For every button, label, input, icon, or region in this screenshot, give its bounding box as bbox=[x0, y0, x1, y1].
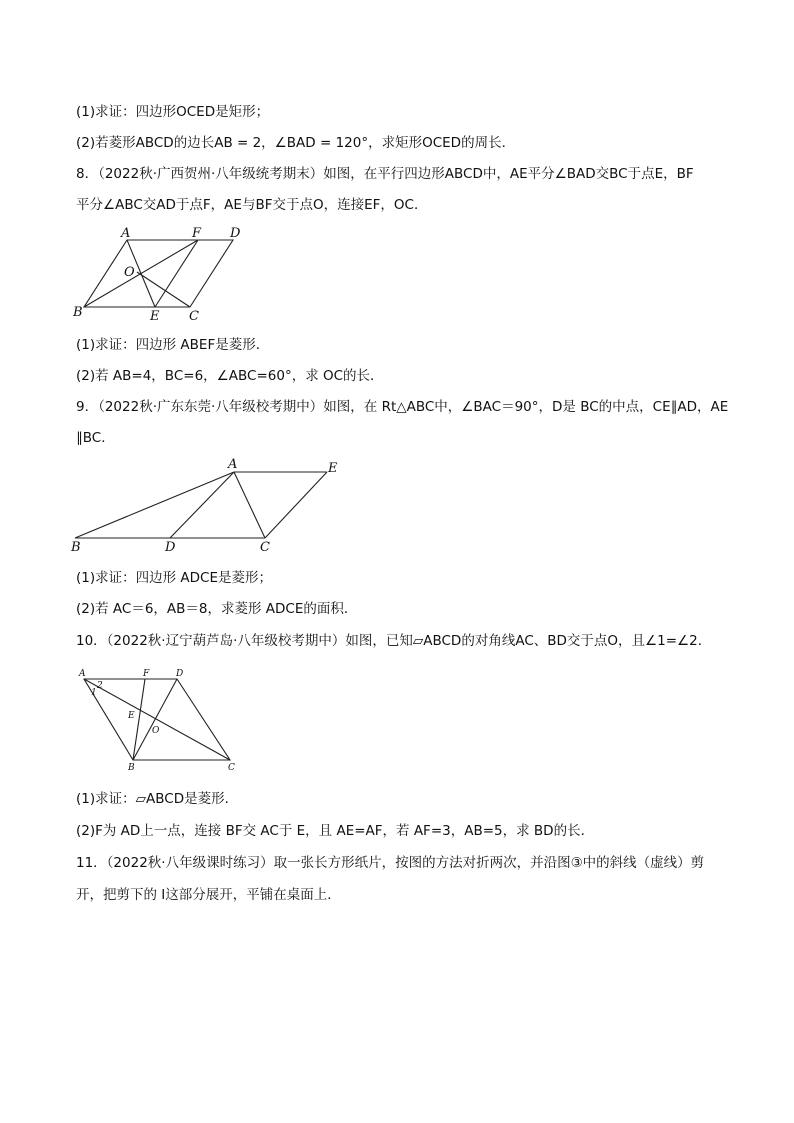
q10-label-d: D bbox=[176, 669, 184, 679]
q8-label-d: D bbox=[230, 226, 241, 241]
q8-label-b: B bbox=[73, 305, 83, 320]
q7-part1: (1)求证：四边形OCED是矩形； bbox=[76, 104, 270, 120]
q10-label-o: O bbox=[152, 726, 160, 736]
q9-part2: (2)若 AC＝6，AB＝8，求菱形 ADCE的面积． bbox=[76, 601, 358, 617]
q8-part2: (2)若 AB=4，BC=6，∠ABC=60°，求 OC的长． bbox=[76, 368, 384, 384]
q9-label-b: B bbox=[71, 540, 81, 555]
q8-stem-line1: 8．（2022秋·广西贺州·八年级统考期末）如图，在平行四边形ABCD中，AE平分∠BAD交BC于点E，BF bbox=[76, 166, 694, 182]
q9-stem-line2: ∥BC． bbox=[76, 430, 115, 446]
q10-diagonal-bd bbox=[133, 679, 177, 760]
q8-label-a: A bbox=[121, 226, 131, 241]
q9-label-e: E bbox=[328, 461, 338, 476]
q8-label-c: C bbox=[189, 309, 199, 324]
q9-label-c: C bbox=[260, 540, 270, 555]
q9-part1: (1)求证：四边形 ADCE是菱形； bbox=[76, 570, 273, 586]
q10-part2: (2)F为 AD上一点，连接 BF交 AC于 E，且 AE=AF，若 AF=3，AB=5，求 BD的长． bbox=[76, 823, 595, 839]
q10-stem: 10．（2022秋·辽宁葫芦岛·八年级校考期中）如图，已知▱ABCD的对角线AC、BD交于点O，且∠1=∠2． bbox=[76, 633, 712, 649]
q10-label-b: B bbox=[128, 763, 135, 773]
q11-stem-line1: 11．（2022秋·八年级课时练习）取一张长方形纸片，按图的方法对折两次，并沿图③中的斜线（虚线）剪 bbox=[76, 855, 705, 871]
q10-label-c: C bbox=[228, 763, 235, 773]
q10-label-e: E bbox=[128, 711, 135, 721]
q10-label-angle1: 1 bbox=[91, 688, 97, 698]
q8-label-e: E bbox=[150, 309, 160, 324]
q10-diagonal-ac bbox=[84, 679, 230, 760]
q8-part1: (1)求证：四边形 ABEF是菱形． bbox=[76, 337, 270, 353]
q11-stem-line2: 开，把剪下的 I这部分展开，平铺在桌面上． bbox=[76, 887, 341, 903]
q9-stem-line1: 9．（2022秋·广东东莞·八年级校考期中）如图，在 Rt△ABC中，∠BAC＝90°，D是 BC的中点，CE∥AD，AE bbox=[76, 399, 729, 415]
q7-part2: (2)若菱形ABCD的边长AB = 2，∠BAD = 120°，求矩形OCED的周长． bbox=[76, 135, 516, 151]
q10-label-a: A bbox=[79, 669, 86, 679]
q10-label-f: F bbox=[143, 669, 150, 679]
q9-label-d: D bbox=[165, 540, 176, 555]
q9-label-a: A bbox=[228, 457, 238, 472]
q8-label-f: F bbox=[192, 226, 202, 241]
q8-label-o: O bbox=[124, 265, 135, 280]
q10-label-angle2: 2 bbox=[97, 681, 103, 691]
q10-part1: (1)求证：▱ABCD是菱形． bbox=[76, 791, 239, 807]
q8-stem-line2: 平分∠ABC交AD于点F，AE与BF交于点O，连接EF，OC． bbox=[76, 197, 428, 213]
